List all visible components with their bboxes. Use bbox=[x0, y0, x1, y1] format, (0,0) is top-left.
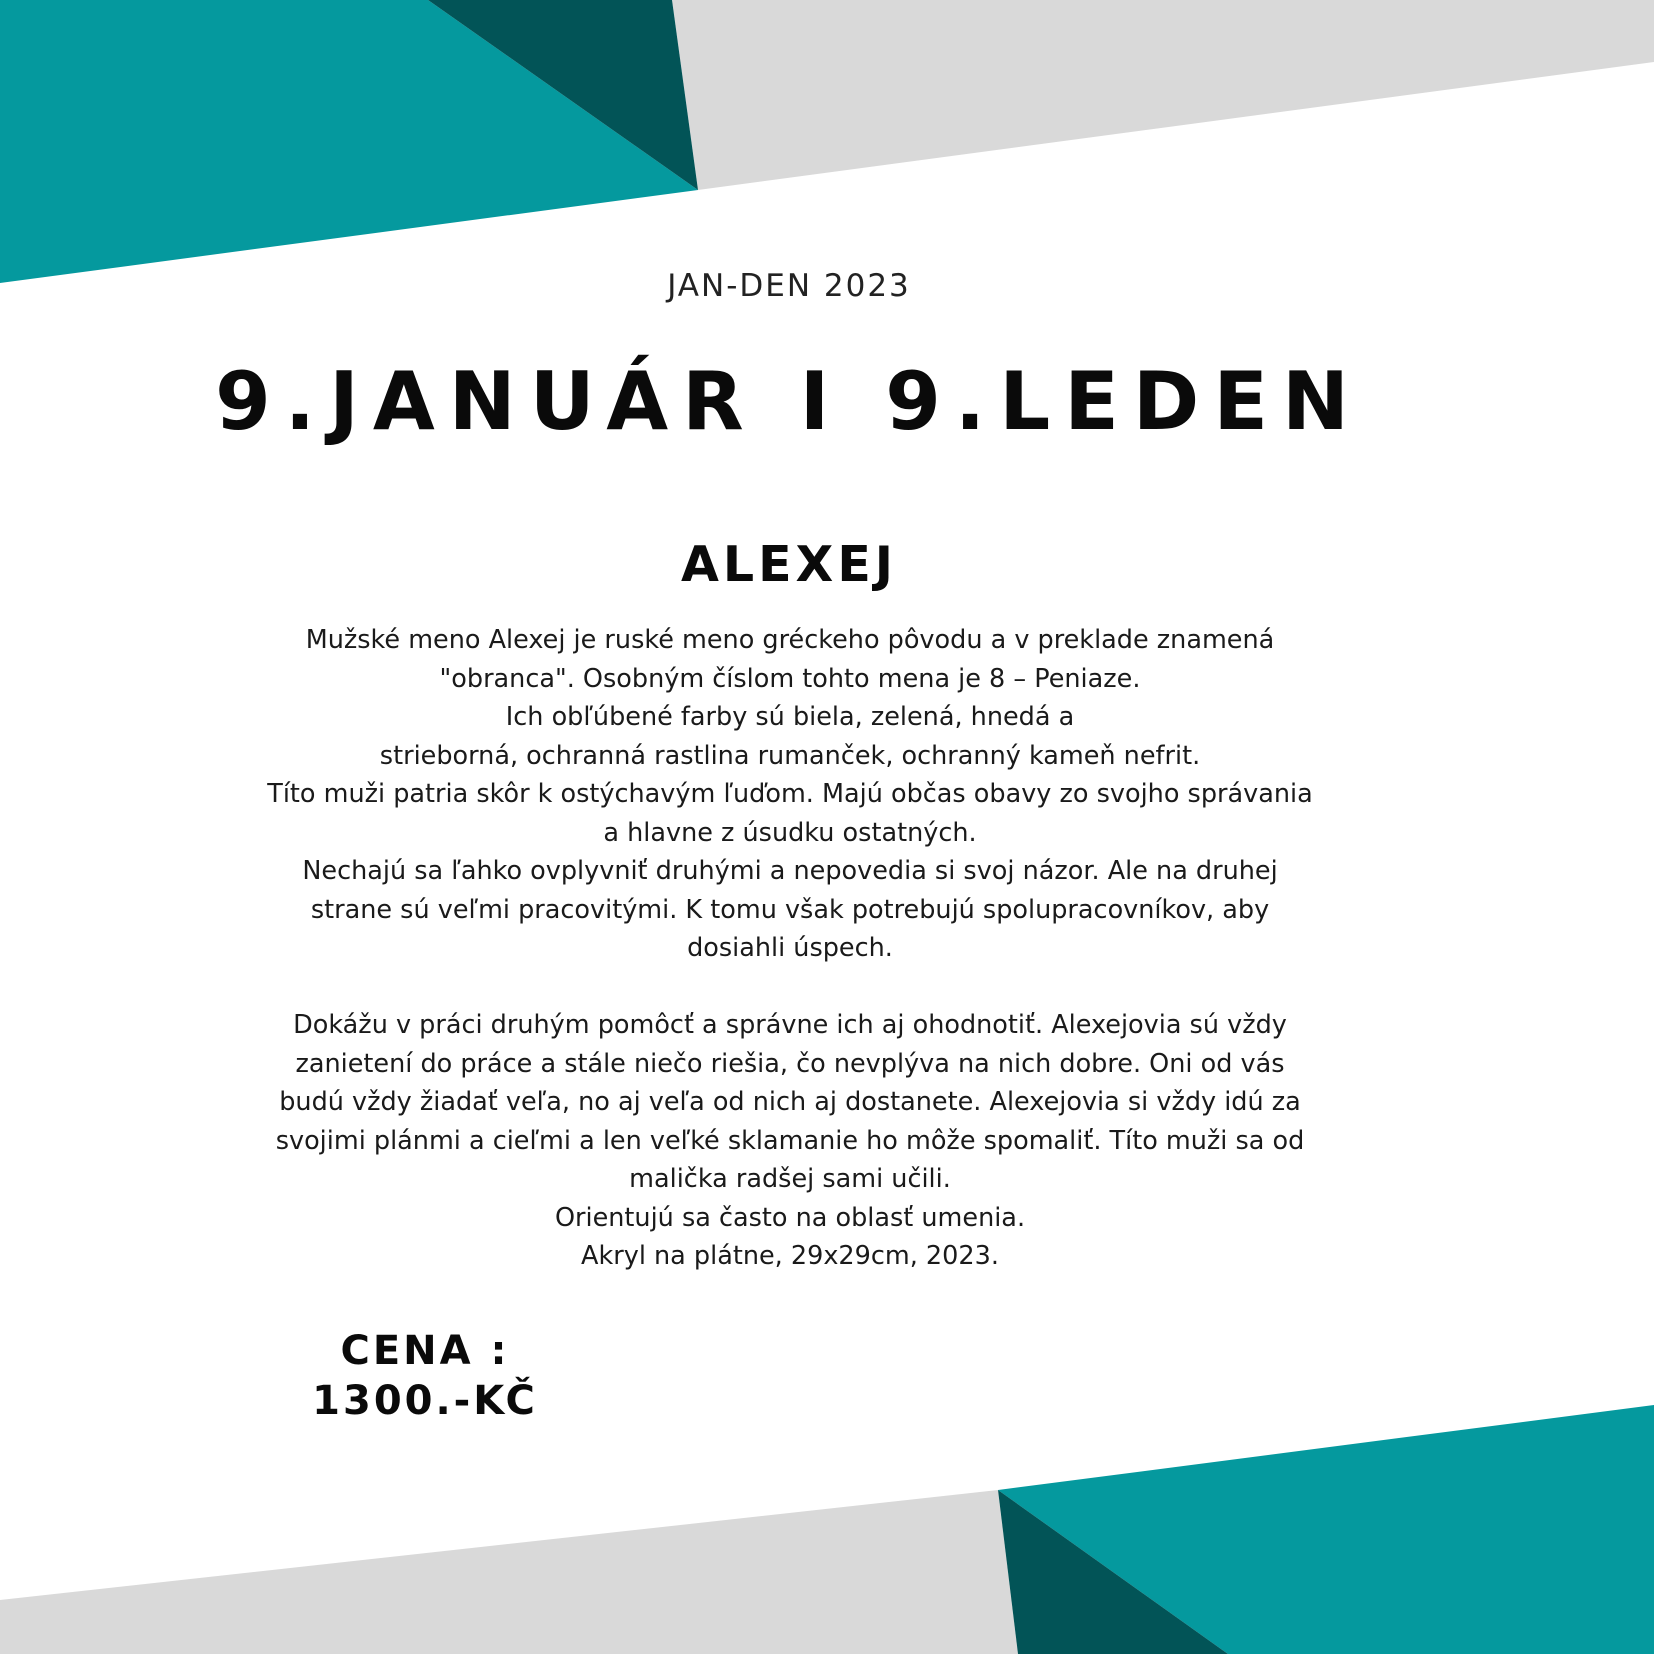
description-line: zanietení do práce a stále niečo riešia, čo nevplýva na nich dobre. Oni od vás bbox=[295, 1048, 1285, 1079]
name-heading: ALEXEJ bbox=[680, 536, 898, 593]
description-line: strane sú veľmi pracovitými. K tomu však potrebujú spolupracovníkov, aby bbox=[310, 894, 1270, 925]
description-text bbox=[195, 621, 1385, 1276]
paragraph-gap bbox=[195, 968, 1385, 1007]
top-gray-shape bbox=[672, 0, 1654, 190]
description-line: malička radšej sami učili. bbox=[629, 1164, 951, 1194]
page-title: 9.JANUÁR I 9.LEDEN bbox=[215, 355, 1363, 448]
description-line: dosiahli úspech. bbox=[687, 933, 893, 963]
price-block bbox=[300, 1326, 550, 1426]
price-value: 1300.-KČ bbox=[312, 1378, 538, 1424]
description-line: Dokážu v práci druhým pomôcť a správne ich aj ohodnotiť. Alexejovia sú vždy bbox=[293, 1010, 1287, 1040]
description-line: Mužské meno Alexej je ruské meno gréckeho pôvodu a v preklade znamená bbox=[305, 625, 1275, 655]
description-line: Akryl na plátne, 29x29cm, 2023. bbox=[581, 1241, 999, 1271]
date-subtitle: JAN-DEN 2023 bbox=[667, 268, 911, 304]
description-line: Orientujú sa často na oblasť umenia. bbox=[554, 1202, 1026, 1233]
description-line: Nechajú sa ľahko ovplyvniť druhými a nepovedia si svoj názor. Ale na druhej bbox=[302, 856, 1278, 886]
description-line: Ich obľúbené farby sú biela, zelená, hnedá a bbox=[505, 702, 1075, 732]
description-line: a hlavne z úsudku ostatných. bbox=[603, 817, 977, 848]
description-line: svojimi plánmi a cieľmi a len veľké sklamanie ho môže spomaliť. Títo muži sa od bbox=[275, 1125, 1305, 1156]
description-line: "obranca". Osobným číslom tohto mena je 8 – Peniaze. bbox=[439, 663, 1141, 694]
bottom-gray-shape bbox=[0, 1490, 1018, 1654]
description-line: budú vždy žiadať veľa, no aj veľa od nich aj dostanete. Alexejovia si vždy idú za bbox=[279, 1087, 1301, 1117]
description-line: Títo muži patria skôr k ostýchavým ľuďom. Majú občas obavy zo svojho správania bbox=[267, 779, 1313, 809]
description-line: strieborná, ochranná rastlina rumanček, ochranný kameň nefrit. bbox=[379, 740, 1201, 771]
price-label: CENA : bbox=[340, 1328, 510, 1374]
